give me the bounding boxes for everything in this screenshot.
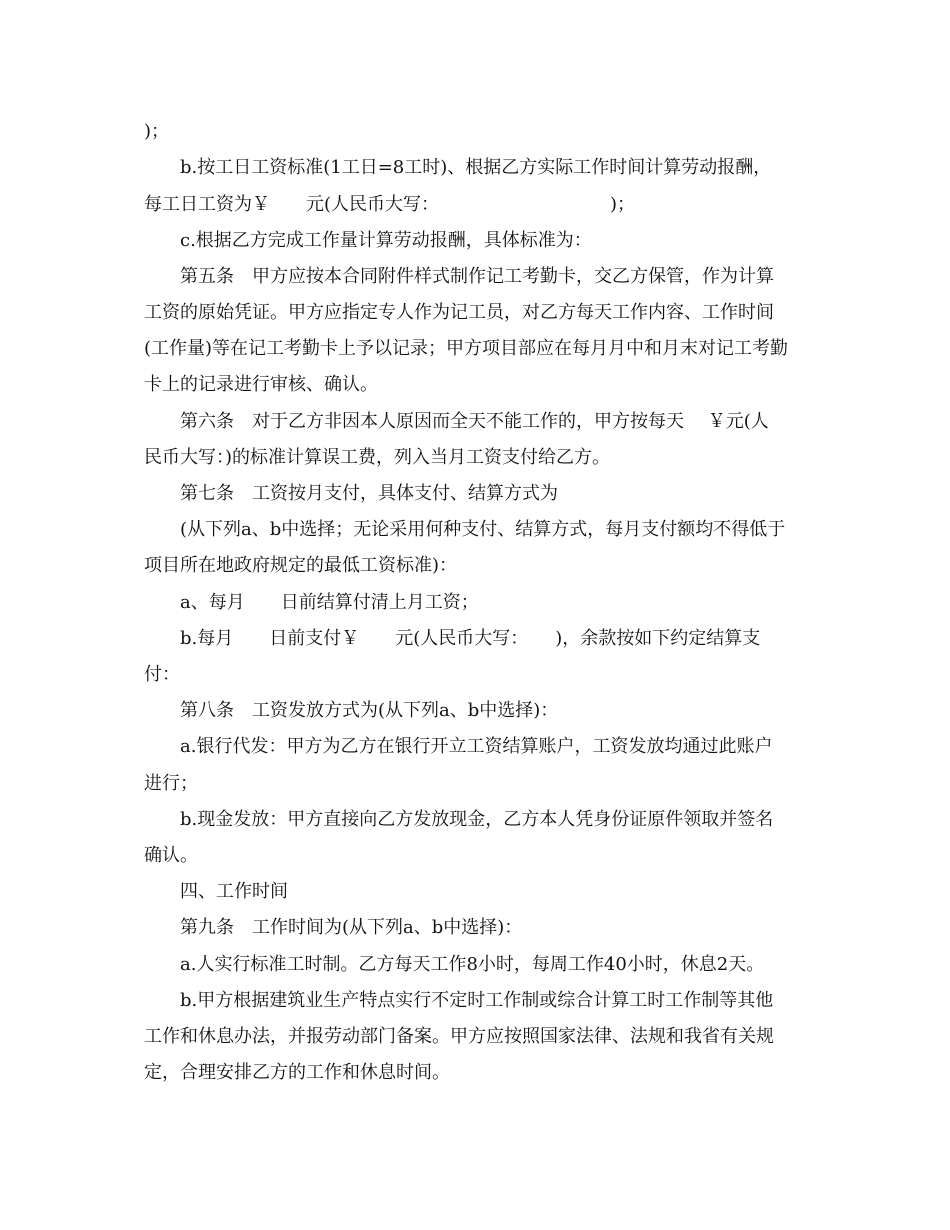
paragraph-line: )； xyxy=(144,121,170,142)
paragraph-line: 民币大写：)的标准计算误工费，列入当月工资支付给乙方。 xyxy=(144,447,611,468)
paragraph-line: 第七条 工资按月支付，具体支付、结算方式为 xyxy=(180,483,558,504)
paragraph-line: b.甲方根据建筑业生产特点实行不定时工作制或综合计算工时工作制等其他 xyxy=(180,990,774,1011)
section-heading: 四、工作时间 xyxy=(180,881,288,902)
paragraph-line: 确认。 xyxy=(144,845,198,866)
paragraph-line: 每工日工资为￥ 元(人民币大写： )； xyxy=(144,194,636,215)
paragraph-line: (工作量)等在记工考勤卡上予以记录；甲方项目部应在每月月中和月末对记工考勤 xyxy=(144,338,789,359)
paragraph-line: c.根据乙方完成工作量计算劳动报酬，具体标准为： xyxy=(180,230,592,251)
paragraph-line: 第五条 甲方应按本合同附件样式制作记工考勤卡，交乙方保管，作为计算 xyxy=(180,266,774,287)
paragraph-line: 付： xyxy=(144,664,180,685)
paragraph-line: 第六条 对于乙方非因本人原因而全天不能工作的，甲方按每天 ￥元(人 xyxy=(180,411,769,432)
paragraph-line: b.现金发放：甲方直接向乙方发放现金，乙方本人凭身份证原件领取并签名 xyxy=(180,809,774,830)
paragraph-line: 工资的原始凭证。甲方应指定专人作为记工员，对乙方每天工作内容、工作时间 xyxy=(144,302,774,323)
paragraph-line: a.人实行标准工时制。乙方每天工作8小时，每周工作40小时，休息2天。 xyxy=(180,954,765,975)
paragraph-line: 进行； xyxy=(144,773,198,794)
paragraph-line: 第八条 工资发放方式为(从下列a、b中选择)： xyxy=(180,700,559,721)
paragraph-line: a.银行代发：甲方为乙方在银行开立工资结算账户，工资发放均通过此账户 xyxy=(180,736,773,757)
paragraph-line: a、每月 日前结算付清上月工资； xyxy=(180,592,479,613)
paragraph-line: 定，合理安排乙方的工作和休息时间。 xyxy=(144,1062,450,1083)
paragraph-line: 工作和休息办法，并报劳动部门备案。甲方应按照国家法律、法规和我省有关规 xyxy=(144,1026,774,1047)
paragraph-line: b.按工日工资标准(1工日=8工时)、根据乙方实际工作时间计算劳动报酬， xyxy=(180,157,772,178)
paragraph-line: 卡上的记录进行审核、确认。 xyxy=(144,374,378,395)
paragraph-line: (从下列a、b中选择；无论采用何种支付、结算方式，每月支付额均不得低于 xyxy=(180,519,786,540)
paragraph-line: 项目所在地政府规定的最低工资标准)： xyxy=(144,555,458,576)
paragraph-line: b.每月 日前支付￥ 元(人民币大写： )，余款按如下约定结算支 xyxy=(180,628,761,649)
paragraph-line: 第九条 工作时间为(从下列a、b中选择)： xyxy=(180,917,523,938)
